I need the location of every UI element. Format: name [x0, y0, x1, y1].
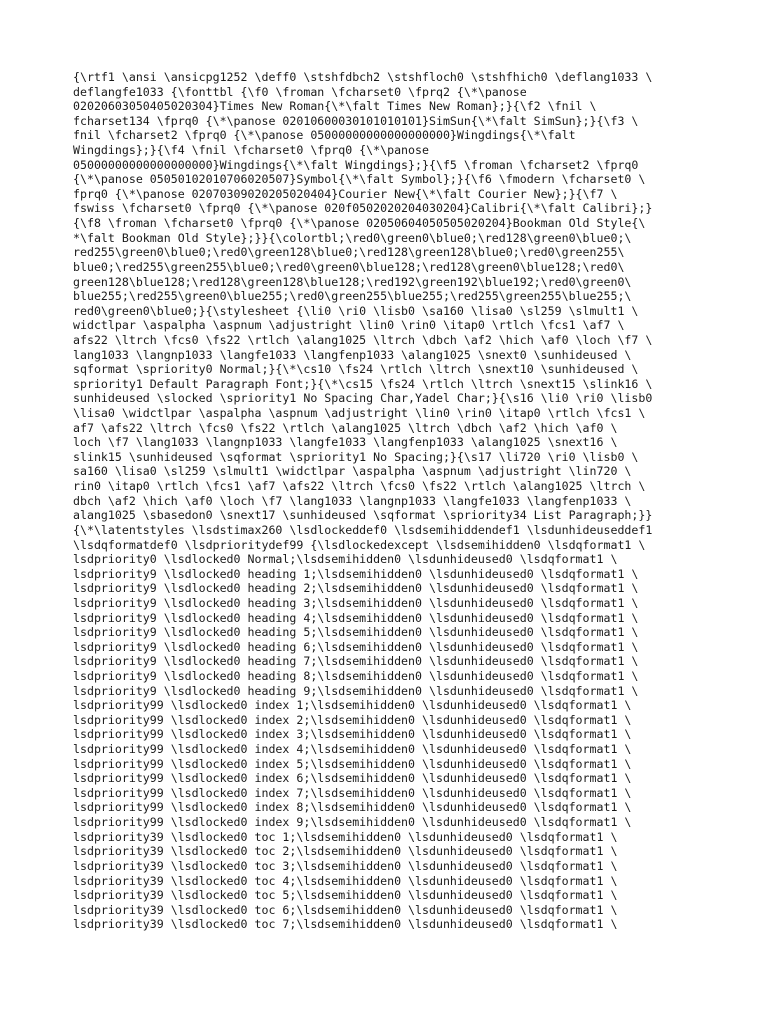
- document-line: lsdpriority9 \lsdlocked0 heading 3;\lsdsemihidden0 \lsdunhideused0 \lsdqformat1 \: [73, 595, 639, 610]
- document-line: fswiss \fcharset0 \fprq0 {\*\panose 020f0502020204030204}Calibri{\*\falt Calibri};}: [73, 201, 653, 216]
- document-line: lsdpriority9 \lsdlocked0 heading 8;\lsdsemihidden0 \lsdunhideused0 \lsdqformat1 \: [73, 668, 639, 683]
- document-line: 02020603050405020304}Times New Roman{\*\falt Times New Roman};}{\f2 \fnil \: [73, 99, 597, 114]
- document-line: lsdpriority39 \lsdlocked0 toc 2;\lsdsemihidden0 \lsdunhideused0 \lsdqformat1 \: [73, 844, 618, 859]
- document-line: 05000000000000000000}Wingdings{\*\falt Wingdings};}{\f5 \froman \fcharset2 \fprq0: [73, 157, 639, 172]
- document-line: lsdpriority0 \lsdlocked0 Normal;\lsdsemihidden0 \lsdunhideused0 \lsdqformat1 \: [73, 552, 618, 567]
- document-line: loch \f7 \lang1033 \langnp1033 \langfe1033 \langfenp1033 \alang1025 \snext16 \: [73, 435, 618, 450]
- document-line: lsdpriority39 \lsdlocked0 toc 4;\lsdsemihidden0 \lsdunhideused0 \lsdqformat1 \: [73, 873, 618, 888]
- document-body: [73, 70, 713, 932]
- document-line: {\*\panose 05050102010706020507}Symbol{\*\falt Symbol};}{\f6 \fmodern \fcharset0 \: [73, 172, 646, 187]
- document-line: lsdpriority39 \lsdlocked0 toc 6;\lsdsemihidden0 \lsdunhideused0 \lsdqformat1 \: [73, 902, 618, 917]
- document-line: lsdpriority9 \lsdlocked0 heading 5;\lsdsemihidden0 \lsdunhideused0 \lsdqformat1 \: [73, 625, 639, 640]
- document-line: lsdpriority39 \lsdlocked0 toc 5;\lsdsemihidden0 \lsdunhideused0 \lsdqformat1 \: [73, 888, 618, 903]
- document-line: alang1025 \sbasedon0 \snext17 \sunhideused \sqformat \spriority34 List Paragraph;}}: [73, 508, 653, 523]
- document-line: widctlpar \aspalpha \aspnum \adjustright \lin0 \rin0 \itap0 \rtlch \fcs1 \af7 \: [73, 318, 625, 333]
- document-line: lsdpriority9 \lsdlocked0 heading 4;\lsdsemihidden0 \lsdunhideused0 \lsdqformat1 \: [73, 610, 639, 625]
- document-line: lsdpriority39 \lsdlocked0 toc 7;\lsdsemihidden0 \lsdunhideused0 \lsdqformat1 \: [73, 917, 618, 932]
- document-line: lsdpriority99 \lsdlocked0 index 3;\lsdsemihidden0 \lsdunhideused0 \lsdqformat1 \: [73, 727, 632, 742]
- document-line: lsdpriority99 \lsdlocked0 index 5;\lsdsemihidden0 \lsdunhideused0 \lsdqformat1 \: [73, 756, 632, 771]
- document-line: lsdpriority9 \lsdlocked0 heading 7;\lsdsemihidden0 \lsdunhideused0 \lsdqformat1 \: [73, 654, 639, 669]
- document-line: red255\green0\blue0;\red0\green128\blue0;\red128\green128\blue0;\red0\green255\: [73, 245, 625, 260]
- document-line: sa160 \lisa0 \sl259 \slmult1 \widctlpar \aspalpha \aspnum \adjustright \lin720 \: [73, 464, 632, 479]
- document-line: red0\green0\blue0;}{\stylesheet {\li0 \ri0 \lisb0 \sa160 \lisa0 \sl259 \slmult1 \: [73, 303, 639, 318]
- document-line: lsdpriority39 \lsdlocked0 toc 3;\lsdsemihidden0 \lsdunhideused0 \lsdqformat1 \: [73, 858, 618, 873]
- document-line: lsdpriority9 \lsdlocked0 heading 1;\lsdsemihidden0 \lsdunhideused0 \lsdqformat1 \: [73, 566, 639, 581]
- document-line: *\falt Bookman Old Style};}}{\colortbl;\red0\green0\blue0;\red128\green0\blue0;\: [73, 230, 632, 245]
- document-line: lsdpriority99 \lsdlocked0 index 2;\lsdsemihidden0 \lsdunhideused0 \lsdqformat1 \: [73, 712, 632, 727]
- document-line: lsdpriority99 \lsdlocked0 index 7;\lsdsemihidden0 \lsdunhideused0 \lsdqformat1 \: [73, 785, 632, 800]
- document-line: {\*\latentstyles \lsdstimax260 \lsdlockeddef0 \lsdsemihiddendef1 \lsdunhideuseddef1: [73, 522, 653, 537]
- document-line: fcharset134 \fprq0 {\*\panose 02010600030101010101}SimSun{\*\falt SimSun};}{\f3 \: [73, 113, 639, 128]
- document-line: slink15 \sunhideused \sqformat \spriority1 No Spacing;}{\s17 \li720 \ri0 \lisb0 \: [73, 449, 639, 464]
- document-line: {\f8 \froman \fcharset0 \fprq0 {\*\panose 02050604050505020204}Bookman Old Style{\: [73, 216, 646, 231]
- document-line: rin0 \itap0 \rtlch \fcs1 \af7 \afs22 \ltrch \fcs0 \fs22 \rtlch \alang1025 \ltrch \: [73, 479, 646, 494]
- document-line: fnil \fcharset2 \fprq0 {\*\panose 05000000000000000000}Wingdings{\*\falt: [73, 128, 576, 143]
- document-line: \lsdqformatdef0 \lsdprioritydef99 {\lsdlockedexcept \lsdsemihidden0 \lsdqformat1 \: [73, 537, 646, 552]
- document-line: blue255;\red255\green0\blue255;\red0\green255\blue255;\red255\green255\blue255;\: [73, 289, 632, 304]
- document-line: lsdpriority99 \lsdlocked0 index 8;\lsdsemihidden0 \lsdunhideused0 \lsdqformat1 \: [73, 800, 632, 815]
- document-line: afs22 \ltrch \fcs0 \fs22 \rtlch \alang1025 \ltrch \dbch \af2 \hich \af0 \loch \f7 \: [73, 332, 653, 347]
- document-line: lang1033 \langnp1033 \langfe1033 \langfenp1033 \alang1025 \snext0 \sunhideused \: [73, 347, 632, 362]
- document-line: lsdpriority99 \lsdlocked0 index 1;\lsdsemihidden0 \lsdunhideused0 \lsdqformat1 \: [73, 698, 632, 713]
- document-line: lsdpriority9 \lsdlocked0 heading 9;\lsdsemihidden0 \lsdunhideused0 \lsdqformat1 \: [73, 683, 639, 698]
- document-line: Wingdings};}{\f4 \fnil \fcharset0 \fprq0 {\*\panose: [73, 143, 429, 158]
- document-line: fprq0 {\*\panose 02070309020205020404}Courier New{\*\falt Courier New};}{\f7 \: [73, 186, 618, 201]
- document-line: deflangfe1033 {\fonttbl {\f0 \froman \fcharset0 \fprq2 {\*\panose: [73, 84, 527, 99]
- document-line: blue0;\red255\green255\blue0;\red0\green0\blue128;\red128\green0\blue128;\red0\: [73, 259, 625, 274]
- document-line: lsdpriority39 \lsdlocked0 toc 1;\lsdsemihidden0 \lsdunhideused0 \lsdqformat1 \: [73, 829, 618, 844]
- document-line: lsdpriority99 \lsdlocked0 index 4;\lsdsemihidden0 \lsdunhideused0 \lsdqformat1 \: [73, 742, 632, 757]
- document-line: sqformat \spriority0 Normal;}{\*\cs10 \fs24 \rtlch \ltrch \snext10 \sunhideused \: [73, 362, 639, 377]
- document-line: dbch \af2 \hich \af0 \loch \f7 \lang1033 \langnp1033 \langfe1033 \langfenp1033 \: [73, 493, 632, 508]
- document-line: sunhideused \slocked \spriority1 No Spacing Char,Yadel Char;}{\s16 \li0 \ri0 \lisb0: [73, 391, 653, 406]
- document-line: lsdpriority99 \lsdlocked0 index 6;\lsdsemihidden0 \lsdunhideused0 \lsdqformat1 \: [73, 771, 632, 786]
- document-line: \lisa0 \widctlpar \aspalpha \aspnum \adjustright \lin0 \rin0 \itap0 \rtlch \fcs1 \: [73, 406, 646, 421]
- document-line: {\rtf1 \ansi \ansicpg1252 \deff0 \stshfdbch2 \stshfloch0 \stshfhich0 \deflang1033 \: [73, 70, 653, 84]
- document-line: lsdpriority99 \lsdlocked0 index 9;\lsdsemihidden0 \lsdunhideused0 \lsdqformat1 \: [73, 815, 632, 830]
- document-line: spriority1 Default Paragraph Font;}{\*\cs15 \fs24 \rtlch \ltrch \snext15 \slink16 \: [73, 376, 653, 391]
- document-line: green128\blue128;\red128\green128\blue128;\red192\green192\blue192;\red0\green0\: [73, 274, 632, 289]
- document-line: lsdpriority9 \lsdlocked0 heading 2;\lsdsemihidden0 \lsdunhideused0 \lsdqformat1 \: [73, 581, 639, 596]
- document-line: af7 \afs22 \ltrch \fcs0 \fs22 \rtlch \alang1025 \ltrch \dbch \af2 \hich \af0 \: [73, 420, 618, 435]
- document-line: lsdpriority9 \lsdlocked0 heading 6;\lsdsemihidden0 \lsdunhideused0 \lsdqformat1 \: [73, 639, 639, 654]
